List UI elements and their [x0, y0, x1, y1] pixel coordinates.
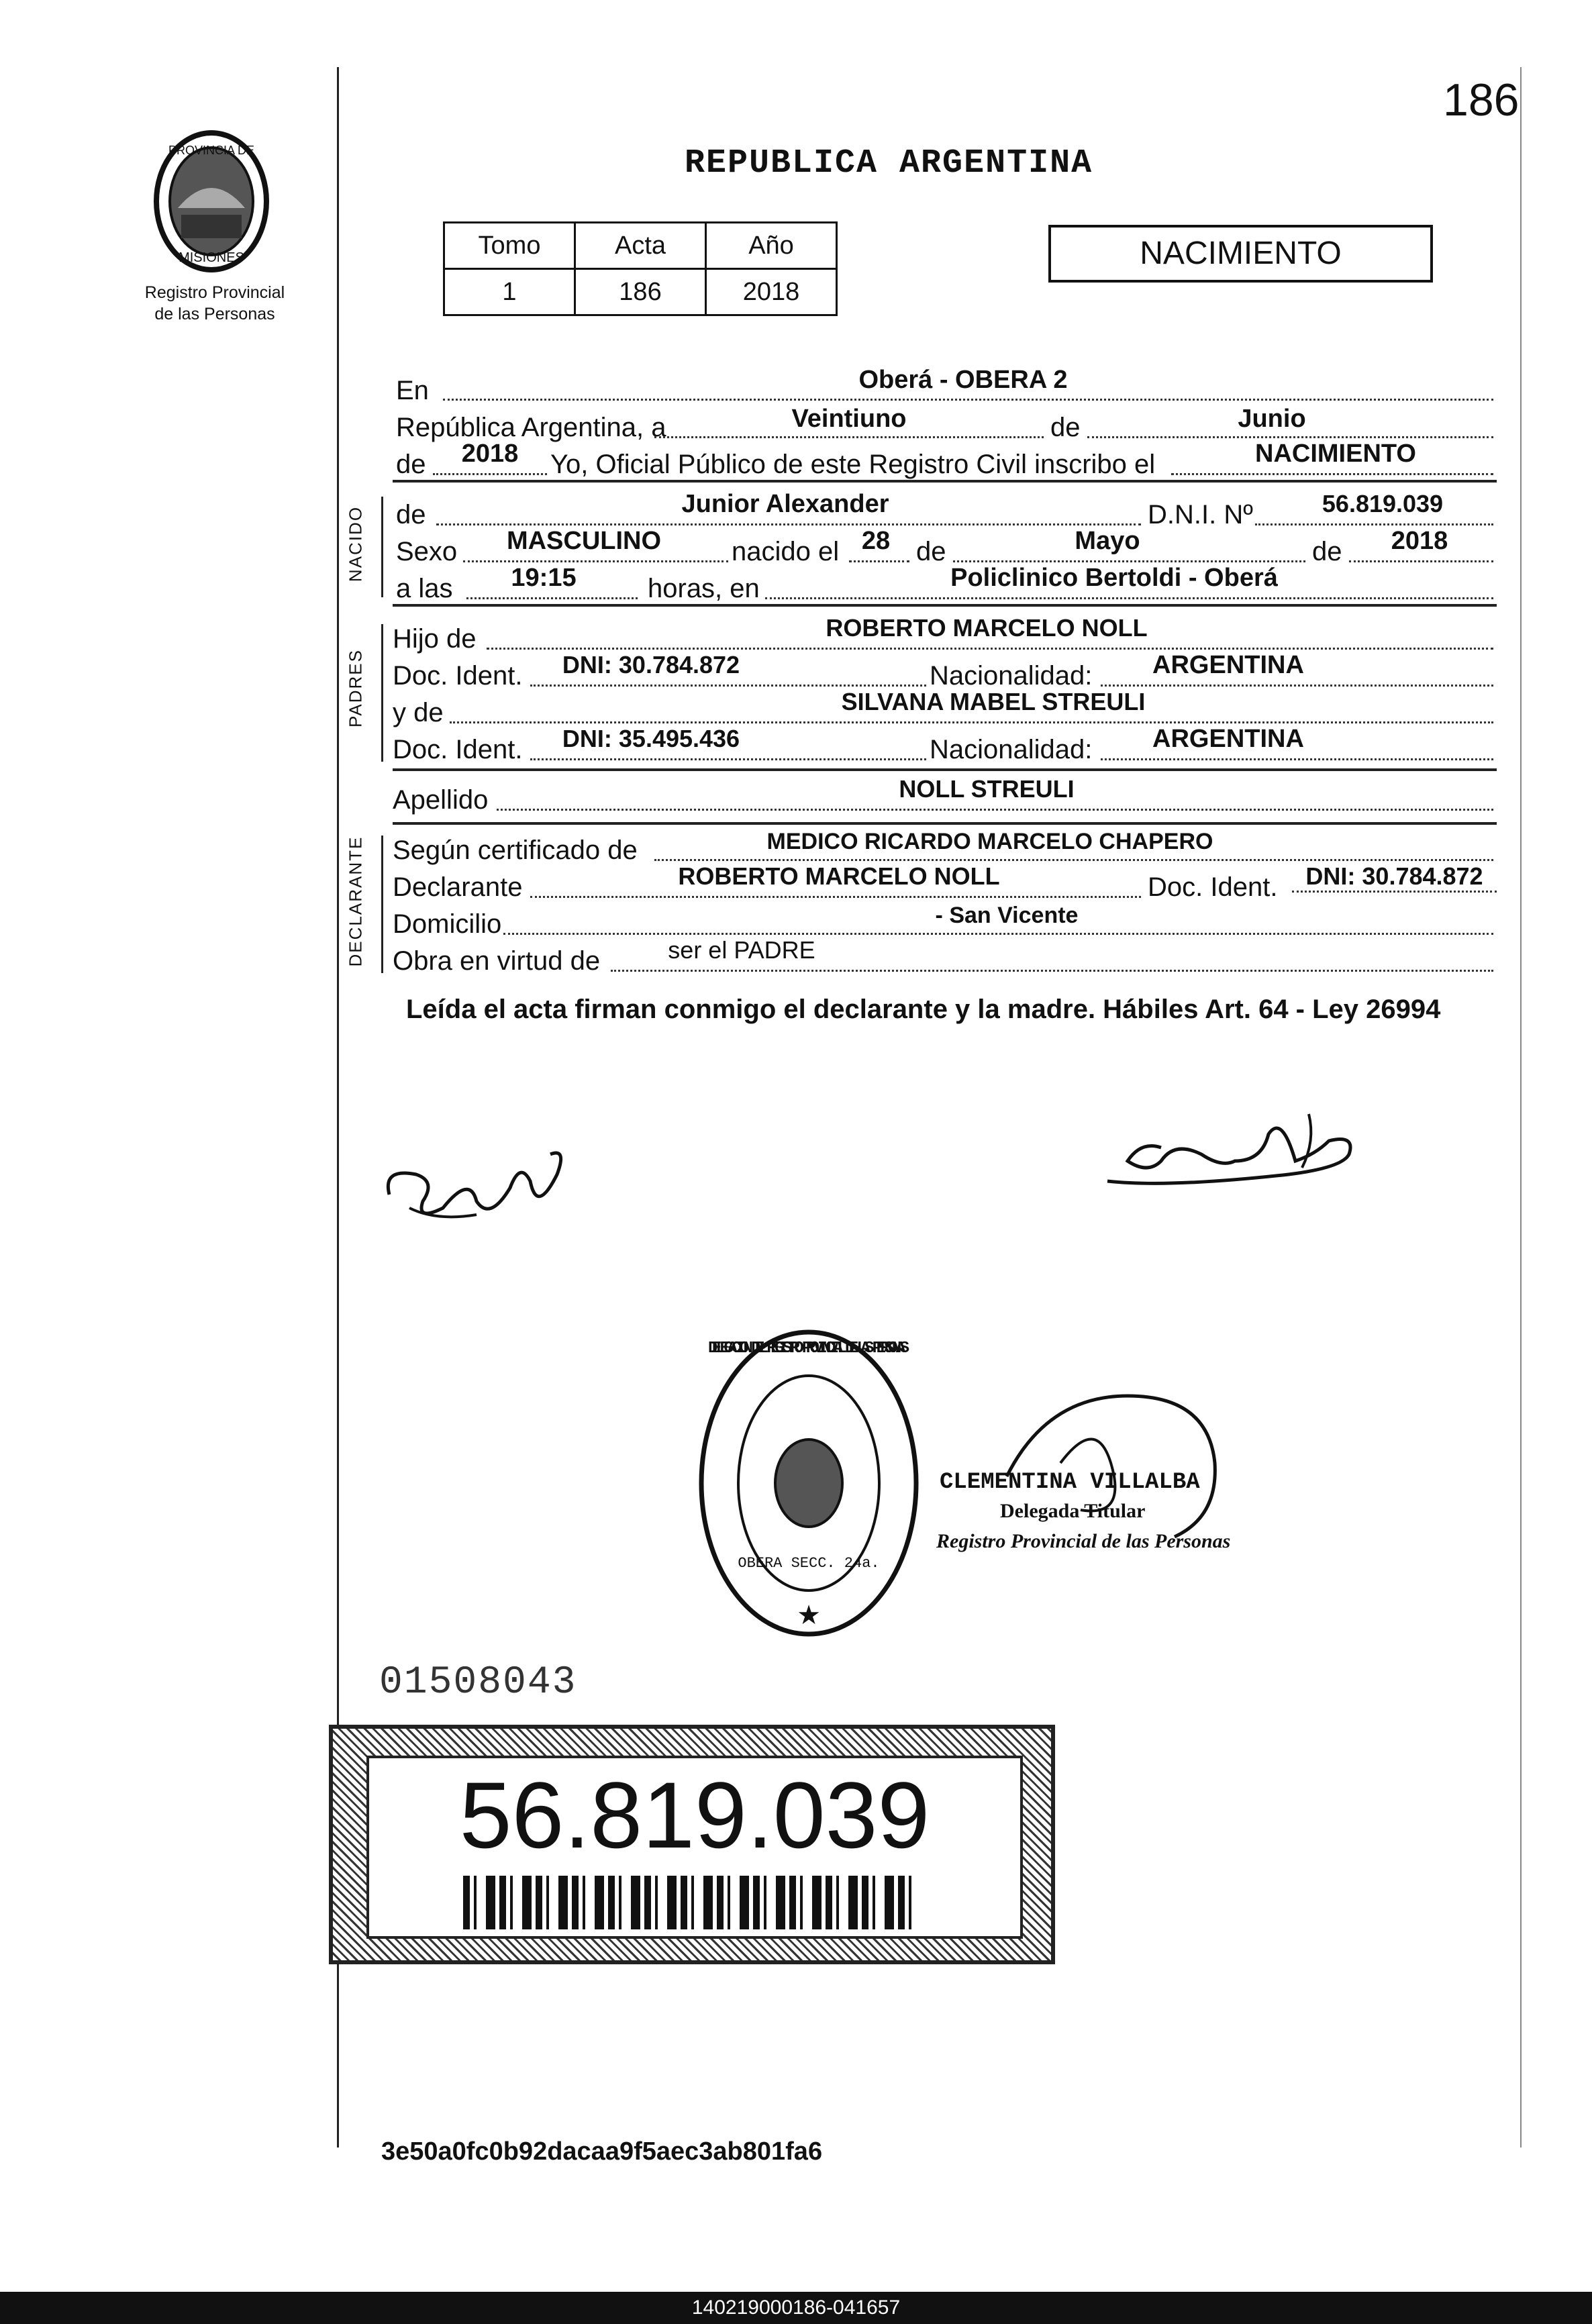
- dotted-line: [765, 597, 1493, 599]
- section-divider: [393, 768, 1497, 771]
- dotted-line: [530, 758, 926, 760]
- barcode-label: [329, 1725, 1055, 1964]
- document-hash: 3e50a0fc0b92dacaa9f5aec3ab801fa6: [381, 2137, 823, 2166]
- footer-bar: [0, 2292, 1592, 2324]
- label-de: de: [1050, 413, 1081, 442]
- value-declarante: ROBERTO MARCELO NOLL: [678, 862, 1000, 890]
- label-de-nombre: de: [396, 500, 426, 529]
- value-anio: 2018: [461, 440, 519, 468]
- label-republica: República Argentina, a: [396, 413, 666, 442]
- label-sexo: Sexo: [396, 537, 458, 566]
- dotted-line: [497, 809, 1493, 811]
- label-doc-ident-3: Doc. Ident.: [1148, 872, 1278, 902]
- label-de-mes: de: [916, 537, 946, 566]
- dotted-line: [530, 896, 1141, 898]
- table-cell: 2018: [706, 269, 837, 315]
- table-header: Año: [706, 223, 837, 269]
- label-a-las: a las: [396, 574, 453, 603]
- label-de-anio: de: [396, 450, 426, 479]
- dotted-line: [1101, 758, 1493, 760]
- section-label-nacido: NACIDO: [345, 505, 366, 583]
- page-number: 186: [1443, 74, 1520, 125]
- value-lugar: Oberá - OBERA 2: [858, 366, 1068, 394]
- value-virtud: ser el PADRE: [668, 936, 815, 964]
- dotted-line: [1255, 523, 1493, 525]
- stamp-inner-text: OBERA SECC. 24a.: [738, 1555, 880, 1572]
- barcode-bars: [463, 1876, 919, 1929]
- section-bar: [381, 624, 383, 762]
- label-nacionalidad: Nacionalidad:: [930, 661, 1093, 691]
- declarant-signature: [376, 1134, 570, 1235]
- stamp-ring-text: DELEGACION DEL REGISTRO PROVINCIAL DE LAS PERSONAS: [708, 1340, 909, 1358]
- value-domicilio: - San Vicente: [935, 903, 1079, 928]
- dotted-line: [654, 859, 1493, 861]
- official-name: CLEMENTINA VILLALBA: [940, 1470, 1200, 1495]
- section-label-declarante: DECLARANTE: [345, 836, 366, 967]
- dotted-line: [487, 648, 1493, 650]
- right-margin-line: [1520, 67, 1522, 2148]
- label-hijo-de: Hijo de: [393, 624, 477, 654]
- value-nombre: Junior Alexander: [681, 490, 889, 518]
- dotted-line: [849, 560, 909, 562]
- dotted-line: [1171, 473, 1493, 475]
- section-divider: [393, 480, 1497, 483]
- seal-bottom-text: MISIONES: [179, 250, 244, 265]
- value-madre-doc: DNI: 35.495.436: [562, 725, 740, 752]
- section-bar: [381, 836, 383, 973]
- registry-stamp: [695, 1325, 923, 1641]
- label-apellido: Apellido: [393, 785, 489, 815]
- value-sexo: MASCULINO: [506, 527, 662, 555]
- value-dia-nac: 28: [861, 527, 891, 555]
- label-de-anio2: de: [1312, 537, 1342, 566]
- dotted-line: [1101, 685, 1493, 687]
- value-padre: ROBERTO MARCELO NOLL: [826, 614, 1148, 642]
- seal-top-text: PROVINCIA DE: [168, 144, 255, 157]
- dotted-line: [466, 597, 638, 599]
- dotted-line: [433, 473, 547, 475]
- label-y-de: y de: [393, 698, 444, 727]
- dotted-line: [953, 560, 1305, 562]
- label-segun-certificado: Según certificado de: [393, 836, 638, 865]
- table-header: Acta: [575, 223, 706, 269]
- mother-signature: [1087, 1101, 1356, 1201]
- value-certificado: MEDICO RICARDO MARCELO CHAPERO: [766, 829, 1213, 854]
- label-nacionalidad-2: Nacionalidad:: [930, 735, 1093, 764]
- label-dni: D.N.I. Nº: [1148, 500, 1253, 529]
- dotted-line: [1087, 436, 1493, 438]
- value-madre: SILVANA MABEL STREULI: [841, 688, 1146, 715]
- label-doc-ident-2: Doc. Ident.: [393, 735, 523, 764]
- label-en: En: [396, 376, 429, 405]
- svg-text:★: ★: [797, 1601, 821, 1630]
- value-madre-nac: ARGENTINA: [1152, 725, 1304, 753]
- official-signature: [993, 1382, 1248, 1557]
- dotted-line: [443, 399, 1493, 401]
- value-dni: 56.819.039: [1322, 490, 1444, 517]
- value-tipo: NACIMIENTO: [1255, 440, 1416, 468]
- value-mes: Junio: [1238, 405, 1306, 433]
- official-title: Delegada Titular: [1000, 1500, 1146, 1522]
- registry-caption: [121, 282, 309, 325]
- dotted-line: [530, 685, 926, 687]
- value-dia: Veintiuno: [791, 405, 907, 433]
- barcode-panel: [366, 1756, 1023, 1939]
- record-table: [443, 221, 838, 316]
- label-yo-oficial: Yo, Oficial Público de este Registro Civil inscribo el: [550, 450, 1156, 479]
- section-divider: [393, 604, 1497, 607]
- registry-line-2: de las Personas: [154, 305, 275, 323]
- dotted-line: [654, 436, 1044, 438]
- section-label-padres: PADRES: [345, 649, 366, 727]
- dotted-line: [450, 721, 1493, 723]
- label-obra-virtud: Obra en virtud de: [393, 946, 601, 976]
- province-seal-logo: [151, 128, 272, 275]
- label-doc-ident: Doc. Ident.: [393, 661, 523, 691]
- table-header: Tomo: [444, 223, 575, 269]
- value-mes-nac: Mayo: [1075, 527, 1140, 555]
- table-cell: 186: [575, 269, 706, 315]
- registry-line-1: Registro Provincial: [144, 283, 285, 302]
- dotted-line: [1349, 560, 1493, 562]
- section-bar: [381, 497, 383, 597]
- value-anio-nac: 2018: [1391, 527, 1448, 555]
- value-lugar-nac: Policlinico Bertoldi - Oberá: [950, 564, 1278, 592]
- closing-text: Leída el acta firman conmigo el declarante y la madre. Hábiles Art. 64 - Ley 26994: [406, 995, 1441, 1024]
- value-padre-nac: ARGENTINA: [1152, 651, 1304, 679]
- dotted-line: [503, 933, 1493, 935]
- dotted-line: [463, 560, 728, 562]
- value-hora: 19:15: [511, 564, 577, 592]
- value-declarante-doc: DNI: 30.784.872: [1292, 862, 1497, 893]
- official-org: Registro Provincial de las Personas: [936, 1530, 1231, 1552]
- country-title: REPUBLICA ARGENTINA: [685, 144, 1093, 183]
- value-apellido: NOLL STREULI: [899, 775, 1075, 803]
- record-type-box: NACIMIENTO: [1048, 225, 1433, 283]
- label-horas-en: horas, en: [648, 574, 760, 603]
- serial-number: 01508043: [379, 1661, 577, 1705]
- label-declarante: Declarante: [393, 872, 523, 902]
- label-nacido-el: nacido el: [732, 537, 840, 566]
- dotted-line: [436, 523, 1141, 525]
- table-cell: 1: [444, 269, 575, 315]
- section-divider: [393, 822, 1497, 825]
- value-padre-doc: DNI: 30.784.872: [562, 651, 740, 678]
- dotted-line: [611, 970, 1493, 972]
- label-domicilio: Domicilio: [393, 909, 502, 939]
- footer-code: 140219000186-041657: [691, 2296, 901, 2319]
- barcode-number: 56.819.039: [459, 1762, 930, 1868]
